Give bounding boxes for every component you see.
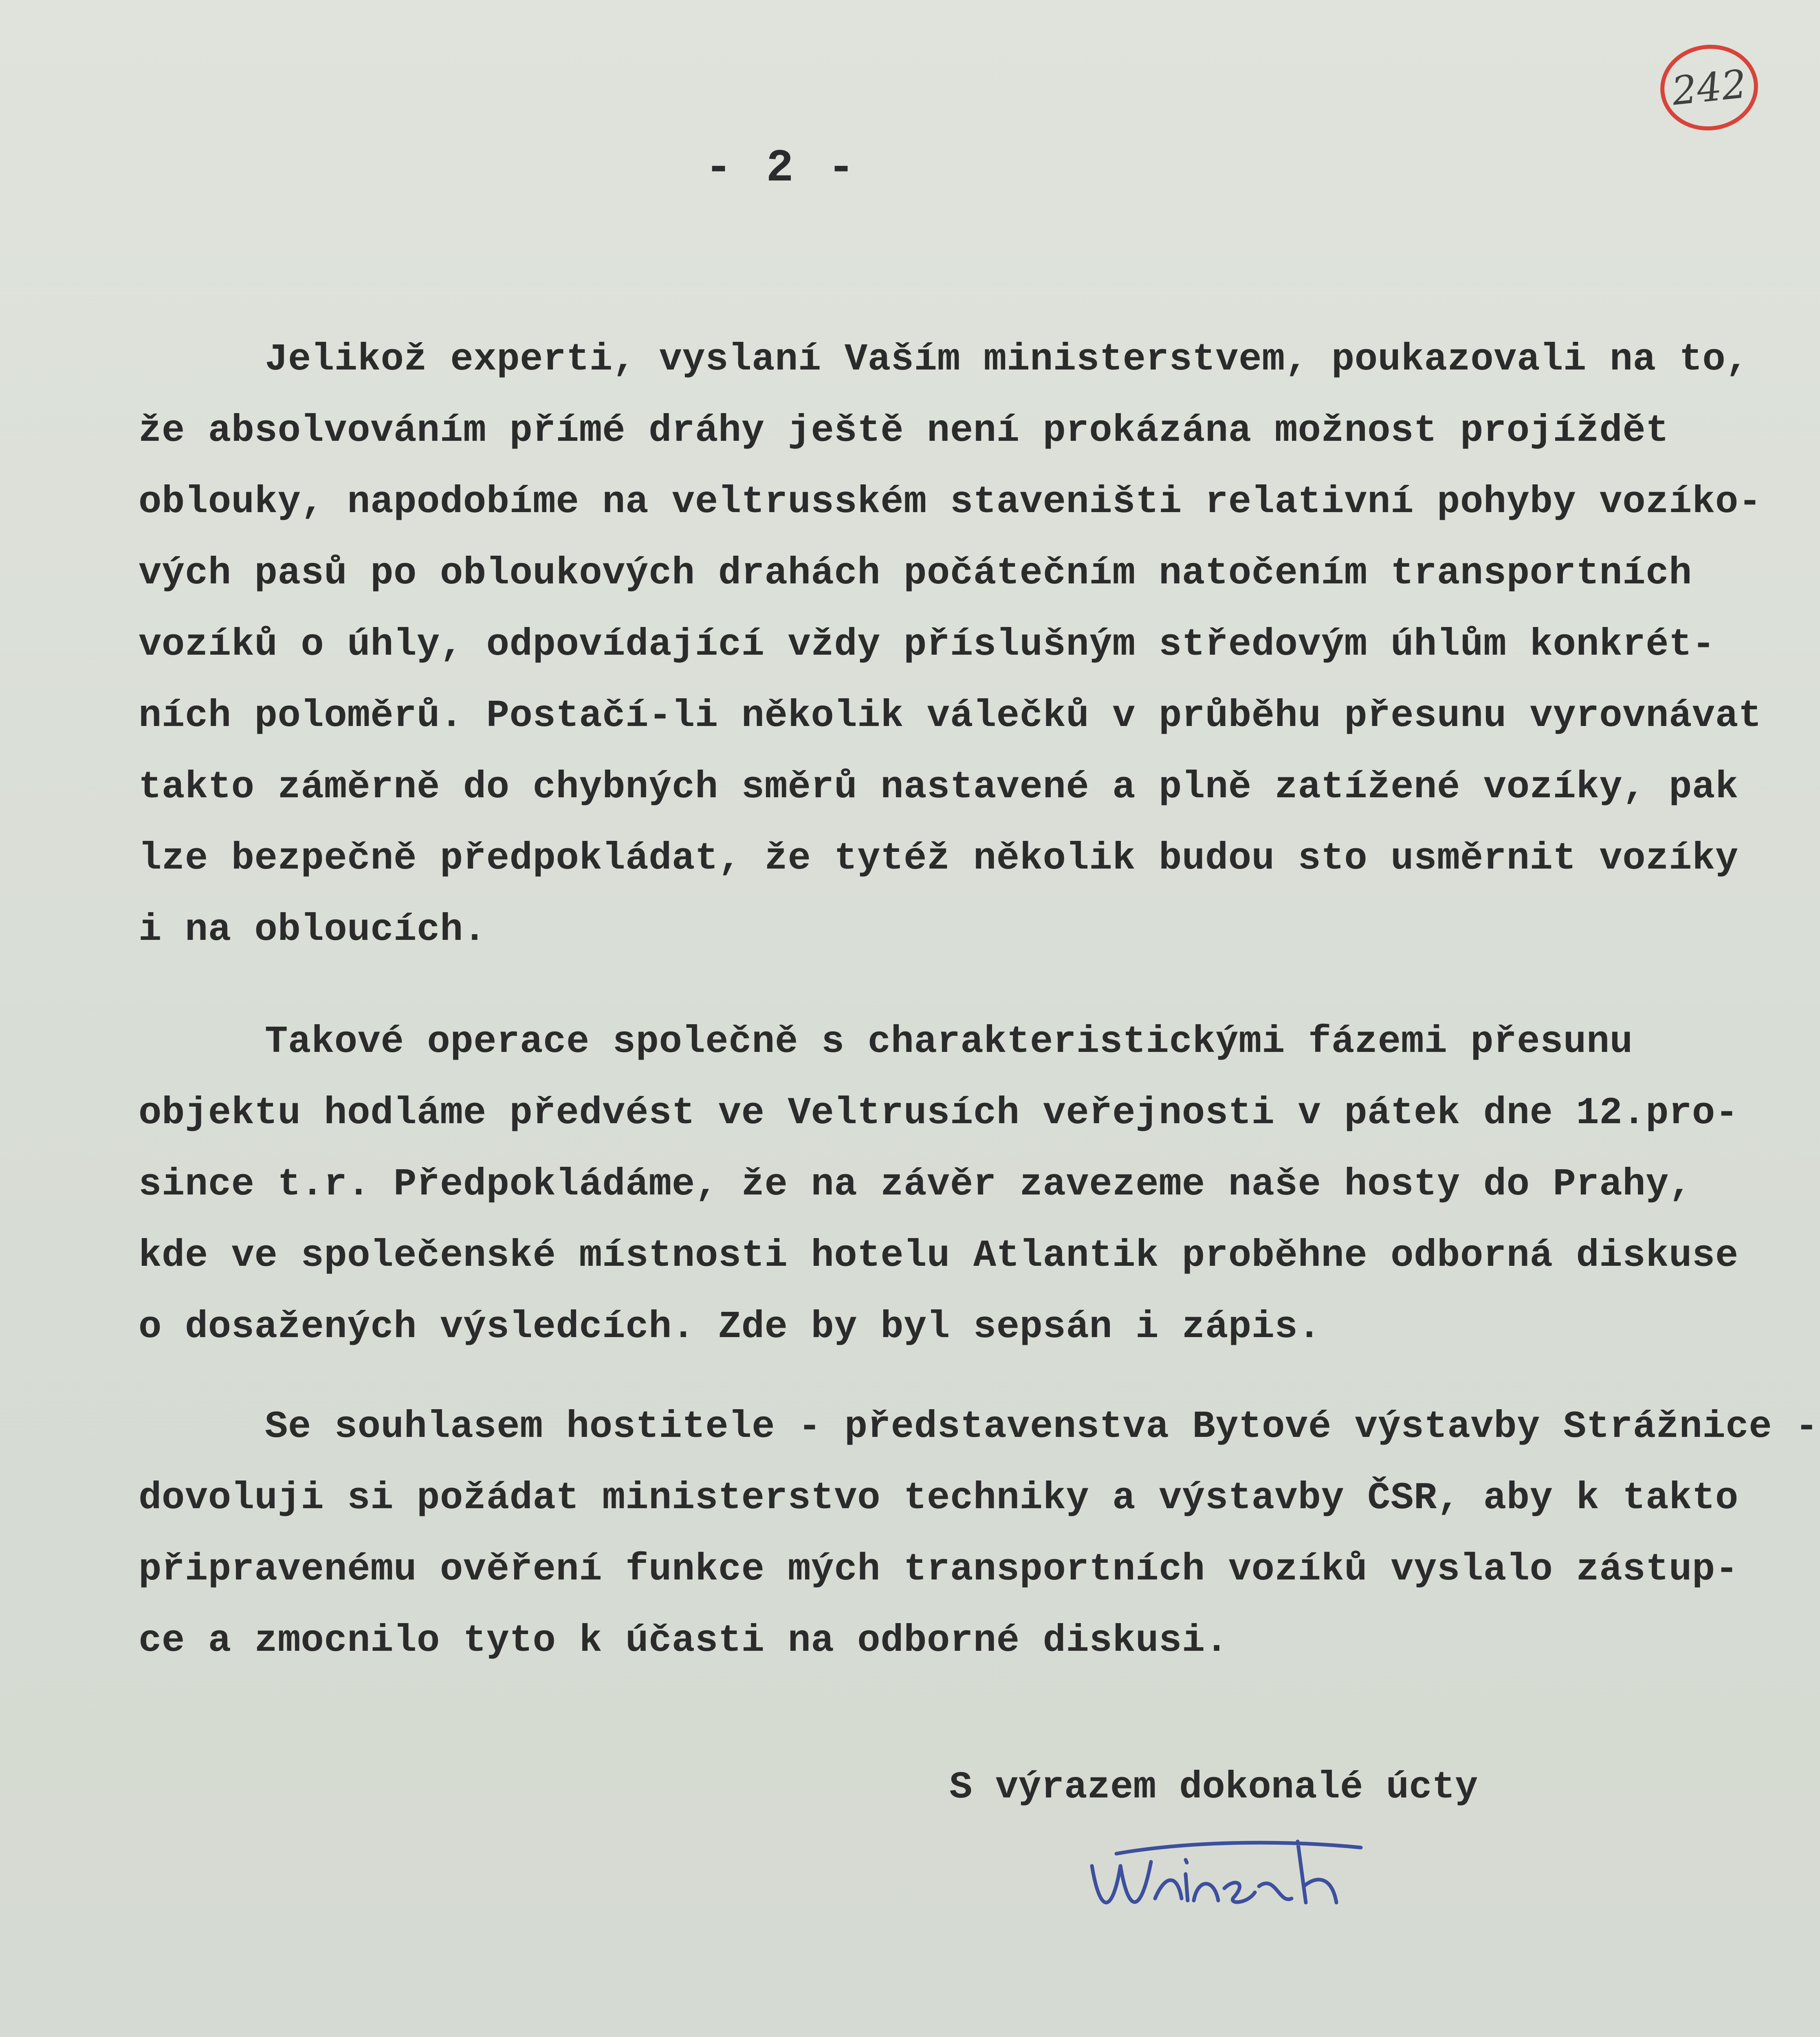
paragraph-1-line-1: Jelikož experti, vyslaní Vaším ministerstvem, poukazovali na to,: [265, 338, 1749, 381]
paragraph-2-line-5: o dosažených výsledcích. Zde by byl sepsán i zápis.: [139, 1306, 1321, 1349]
page-number: - 2 -: [705, 143, 858, 194]
paragraph-2-line-2: objektu hodláme předvést ve Veltrusích veřejnosti v pátek dne 12.pro-: [139, 1092, 1739, 1135]
paragraph-2-line-1: Takové operace společně s charakteristickými fázemi přesunu: [265, 1021, 1633, 1064]
archive-number-stamp: 242: [1656, 40, 1763, 135]
paragraph-2-line-4: kde ve společenské místnosti hotelu Atlantik proběhne odborná diskuse: [139, 1234, 1739, 1278]
paragraph-1-line-8: lze bezpečně předpokládat, že tytéž několik budou sto usměrnit vozíky: [139, 837, 1739, 880]
paragraph-2-line-3: since t.r. Předpokládáme, že na závěr zavezeme naše hosty do Prahy,: [139, 1163, 1692, 1206]
paragraph-3-line-4: ce a zmocnilo tyto k účasti na odborné diskusi.: [139, 1619, 1228, 1663]
closing-salutation: S výrazem dokonalé úcty: [949, 1766, 1478, 1809]
paragraph-1-line-7: takto záměrně do chybných směrů nastavené a plně zatížené vozíky, pak: [139, 766, 1739, 809]
paragraph-3-line-3: připravenému ověření funkce mých transportních vozíků vyslalo zástup-: [139, 1548, 1739, 1591]
paragraph-1-line-4: vých pasů po obloukových drahách počátečním natočením transportních: [139, 552, 1692, 595]
paragraph-3-line-1: Se souhlasem hostitele - představenstva Bytové výstavby Strážnice -: [265, 1406, 1818, 1449]
paragraph-1-line-5: vozíků o úhly, odpovídající vždy příslušným středovým úhlům konkrét-: [139, 623, 1715, 667]
handwritten-signature: [1084, 1817, 1377, 1923]
paragraph-1-line-9: i na obloucích.: [139, 909, 486, 952]
paragraph-1-line-3: oblouky, napodobíme na veltrusském staveništi relativní pohyby vozíko-: [139, 481, 1762, 524]
paragraph-1-line-6: ních poloměrů. Postačí-li několik válečků v průběhu přesunu vyrovnávat: [139, 695, 1762, 738]
paragraph-1-line-2: že absolvováním přímé dráhy ještě není prokázána možnost projíždět: [139, 409, 1669, 453]
paragraph-3-line-2: dovoluji si požádat ministerstvo techniky a výstavby ČSR, aby k takto: [139, 1477, 1739, 1520]
